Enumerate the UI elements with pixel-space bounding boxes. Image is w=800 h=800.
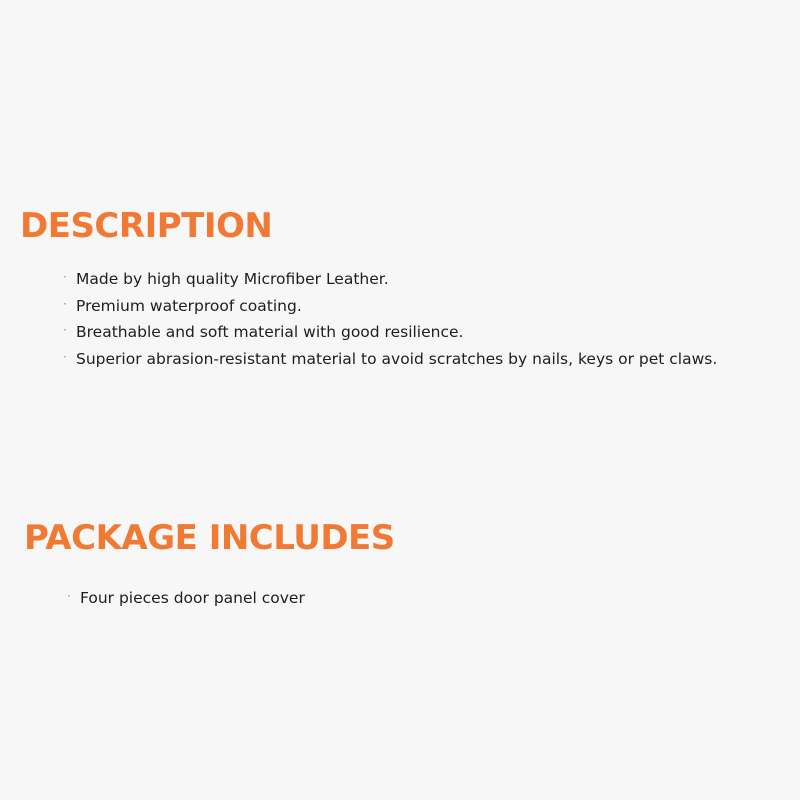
bullet-dot-icon: · <box>63 349 67 364</box>
description-item <box>0 266 800 293</box>
description-item <box>0 319 800 346</box>
description-item <box>0 346 800 373</box>
description-item-text: Breathable and soft material with good resilience. <box>76 323 464 341</box>
description-section <box>0 204 800 372</box>
package-heading: PACKAGE INCLUDES <box>24 518 395 558</box>
package-list <box>0 585 800 612</box>
bullet-dot-icon: · <box>67 589 71 603</box>
description-list <box>0 266 800 372</box>
description-item-text: Superior abrasion-resistant material to avoid scratches by nails, keys or pet claws. <box>76 349 718 368</box>
package-item-text: Four pieces door panel cover <box>80 589 305 607</box>
description-item-text: Premium waterproof coating. <box>76 296 302 315</box>
bullet-dot-icon: · <box>63 296 67 311</box>
description-item <box>0 293 800 320</box>
description-item-text: Made by high quality Microfiber Leather. <box>76 270 389 288</box>
description-heading: DESCRIPTION <box>20 206 273 246</box>
bullet-dot-icon: · <box>63 270 67 284</box>
bullet-dot-icon: · <box>63 323 67 337</box>
package-item <box>0 585 800 612</box>
package-section <box>0 516 800 612</box>
